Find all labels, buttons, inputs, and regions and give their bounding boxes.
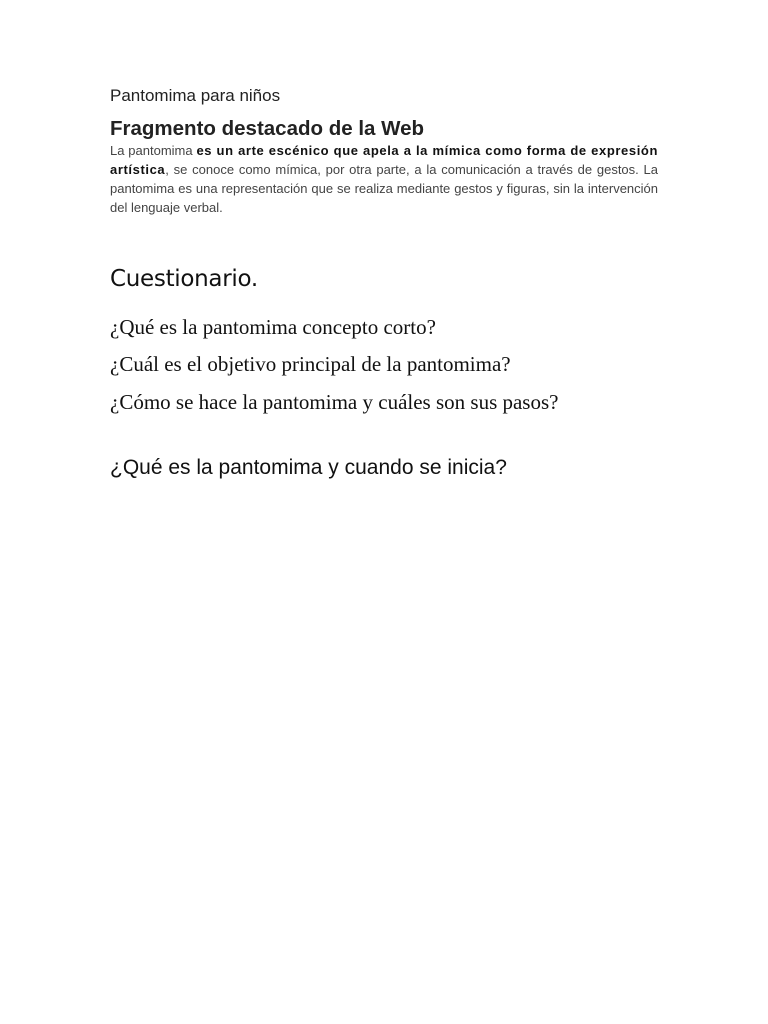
question-item: ¿Qué es la pantomima y cuando se inicia? — [110, 456, 507, 479]
questionnaire-title: Cuestionario. — [110, 266, 258, 292]
question-item: ¿Cuál es el objetivo principal de la pantomima? — [110, 352, 511, 376]
search-query-title: Pantomima para niños — [110, 86, 281, 105]
featured-snippet-heading: Fragmento destacado de la Web — [110, 117, 425, 140]
question-item: ¿Cómo se hace la pantomima y cuáles son sus pasos? — [110, 390, 559, 414]
question-item: ¿Qué es la pantomima concepto corto? — [110, 315, 436, 339]
snippet-rest: , se conoce como mímica, por otra parte, a la comunicación a través de gestos. La pantomima es una representación que se realiza mediante gestos y figuras, sin la intervención del lenguaje verbal. — [110, 162, 658, 215]
snippet-lead: La pantomima — [110, 143, 197, 158]
featured-snippet-text — [110, 141, 658, 217]
snippet-bold: es un arte escénico que apela a la mímica como forma de expresión artística — [110, 143, 658, 177]
